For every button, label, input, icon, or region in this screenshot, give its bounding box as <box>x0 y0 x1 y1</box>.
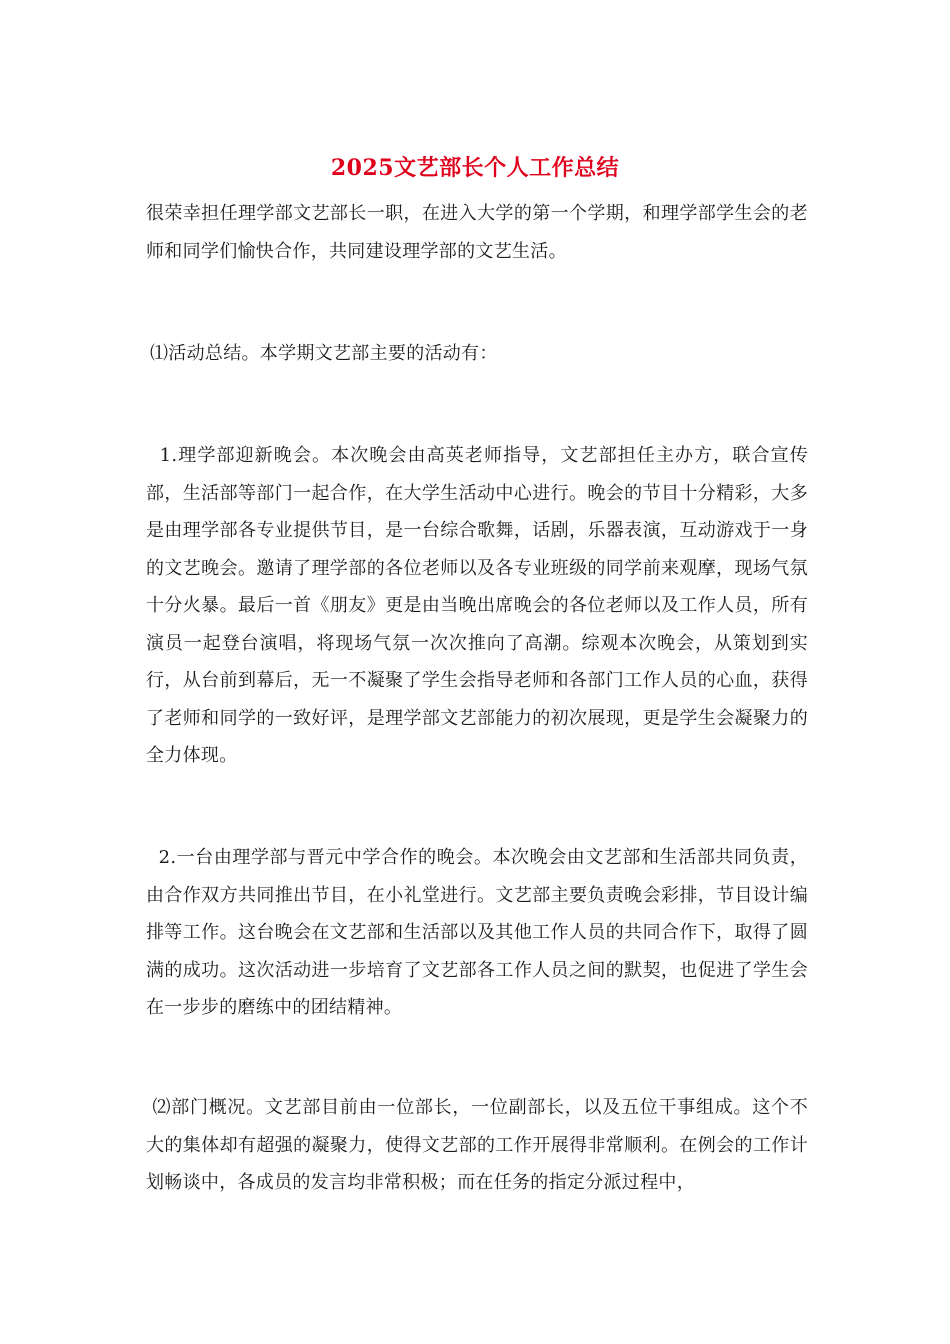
activity-item-1: 1.理学部迎新晚会。本次晚会由高英老师指导，文艺部担任主办方，联合宣传部，生活部等部门一起合作，在大学生活动中心进行。晚会的节目十分精彩，大多是由理学部各专业提供节目，是一台综合歌舞，话剧，乐器表演，互动游戏于一身的文艺晚会。邀请了理学部的各位老师以及各专业班级的同学前来观摩，现场气氛十分火暴。最后一首《朋友》更是由当晚出席晚会的各位老师以及工作人员，所有演员一起登台演唱，将现场气氛一次次推向了高潮。综观本次晚会，从策划到实行，从台前到幕后，无一不凝聚了学生会指导老师和各部门工作人员的心血，获得了老师和同学的一致好评，是理学部文艺部能力的初次展现，更是学生会凝聚力的全力体现。 <box>146 445 809 766</box>
document-title: 2025文艺部长个人工作总结 <box>330 155 620 181</box>
intro-paragraph: 很荣幸担任理学部文艺部长一职，在进入大学的第一个学期，和理学部学生会的老师和同学们愉快合作，共同建设理学部的文艺生活。 <box>146 203 808 262</box>
section-heading-activities: ⑴活动总结。本学期文艺部主要的活动有： <box>150 343 498 364</box>
section-department-overview: ⑵部门概况。文艺部目前由一位部长，一位副部长，以及五位干事组成。这个不大的集体却有超强的凝聚力，使得文艺部的工作开展得非常顺利。在例会的工作计划畅谈中，各成员的发言均非常积极；而在任务的指定分派过程中， <box>146 1097 808 1193</box>
activity-item-2: 2.一台由理学部与晋元中学合作的晚会。本次晚会由文艺部和生活部共同负责，由合作双方共同推出节目，在小礼堂进行。文艺部主要负责晚会彩排，节目设计编排等工作。这台晚会在文艺部和生活部以及其他工作人员的共同合作下，取得了圆满的成功。这次活动进一步培育了文艺部各工作人员之间的默契，也促进了学生会在一步步的磨练中的团结精神。 <box>146 847 808 1018</box>
